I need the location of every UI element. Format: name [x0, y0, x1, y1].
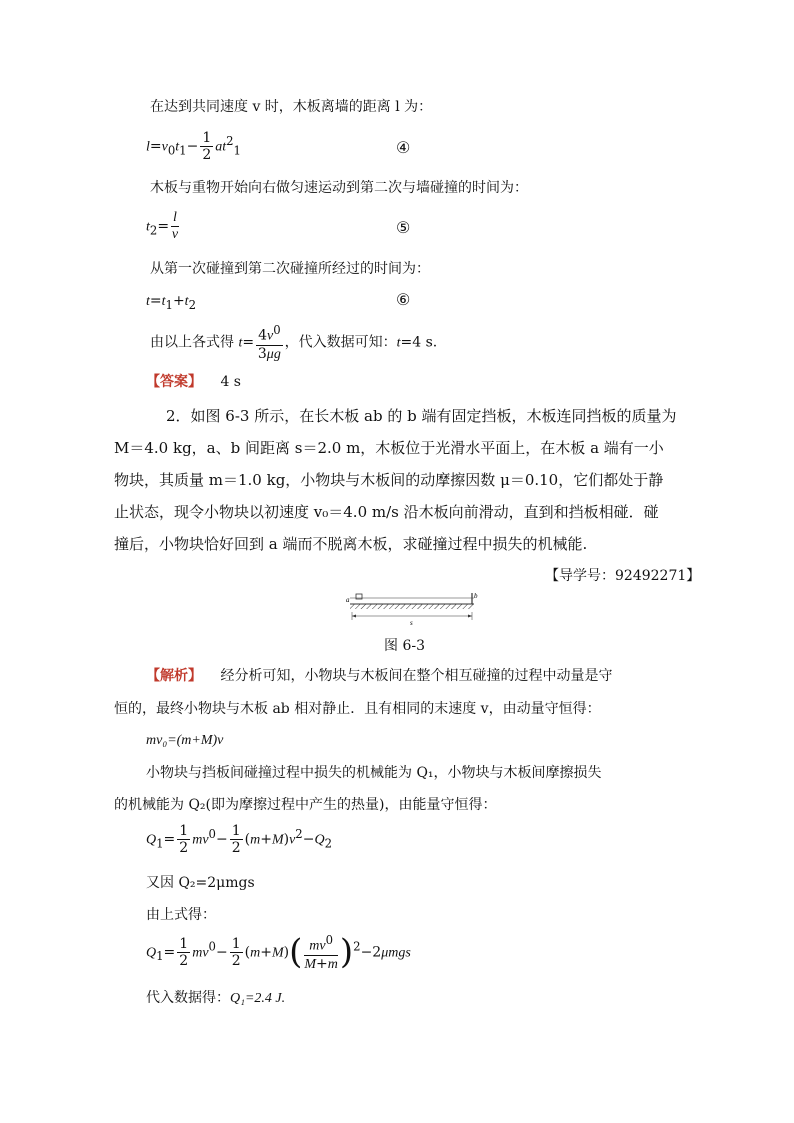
analysis-line: 的机械能为 Q₂(即为摩擦过程中产生的热量)，由能量守恒得：	[114, 797, 497, 813]
problem-text: 2．如图 6-3 所示，在长木板 ab 的 b 端有固定挡板，木板连同挡板的质量为	[166, 407, 677, 425]
analysis-line: 小物块与挡板间碰撞过程中损失的机械能为 Q₁，小物块与木板间摩擦损失	[146, 765, 602, 781]
text-line: 在达到共同速度 v 时，木板离墙的距离 l 为：	[150, 99, 433, 115]
analysis-line: 恒的，最终小物块与木板 ab 相对静止．且有相同的末速度 v，由动量守恒得：	[114, 701, 601, 717]
problem-text: M＝4.0 kg，a、b 间距离 s＝2.0 m，木板位于光滑水平面上，在木板 a 端有一小	[114, 439, 664, 457]
equation-number: ⑥	[396, 290, 411, 309]
guide-number: 【导学号：92492271】	[545, 568, 701, 584]
answer-tag: 【答案】	[146, 374, 202, 390]
analysis-line: 代入数据得：Q₁=2.4 J.	[146, 990, 286, 1006]
answer-value: 4 s	[220, 374, 241, 390]
equation-momentum: mv₀=(m+M)v	[146, 733, 224, 748]
analysis-line: 又因 Q₂=2μmgs	[146, 875, 255, 891]
text-line: 木板与重物开始向右做匀速运动到第二次与墙碰撞的时间为：	[150, 180, 528, 196]
text-line: 从第一次碰撞到第二次碰撞所经过的时间为：	[150, 261, 430, 277]
analysis-line: 由上式得：	[146, 907, 216, 923]
answer-line	[146, 372, 241, 392]
analysis-line: 【解析】 经分析可知，小物块与木板间在整个相互碰撞的过程中动量是守	[146, 668, 613, 684]
problem-text: 止状态，现令小物块以初速度 v₀＝4.0 m/s 沿木板向前滑动，直到和挡板相碰．碰	[114, 503, 659, 521]
problem-text: 撞后，小物块恰好回到 a 端而不脱离木板，求碰撞过程中损失的机械能.	[114, 535, 588, 553]
equation-number: ④	[396, 138, 411, 157]
equation-t: $t=t_1+t_2$	[146, 293, 196, 312]
ground-hatch	[350, 604, 474, 609]
label-a: a	[346, 596, 350, 604]
figure-6-3	[340, 590, 480, 632]
analysis-tag: 【解析】	[146, 668, 202, 684]
equation-result: $Q_1=$ $\frac{1}{2}$ $mv^0-$ $\frac{1}{2}$ (m+M)( $\frac{mv^0}{M+m}$ )$^2$−2μmgs	[146, 932, 411, 973]
equation-t2: $t_2=$ $\frac{l}{v}$	[146, 210, 179, 242]
equation-number: ⑤	[396, 218, 411, 237]
label-s: s	[410, 619, 413, 627]
conclusion-line: 由以上各式得 t= $\frac{4v^0}{3\mu g}$ ，代入数据可知：t=4 s.	[150, 323, 438, 362]
figure-caption: 图 6-3	[384, 638, 425, 654]
problem-text: 物块，其质量 m＝1.0 kg，小物块与木板间的动摩擦因数 μ＝0.10，它们都处于静	[114, 471, 664, 489]
equation-l: $l=v_0t_1-$ $\frac{1}{2}$ $at^2_1$	[146, 130, 241, 163]
equation-energy: $Q_1=$ $\frac{1}{2}$ $mv^0-$ $\frac{1}{2}$ $(m+M)v^2-Q_2$	[146, 823, 332, 856]
label-b: b	[474, 592, 478, 600]
